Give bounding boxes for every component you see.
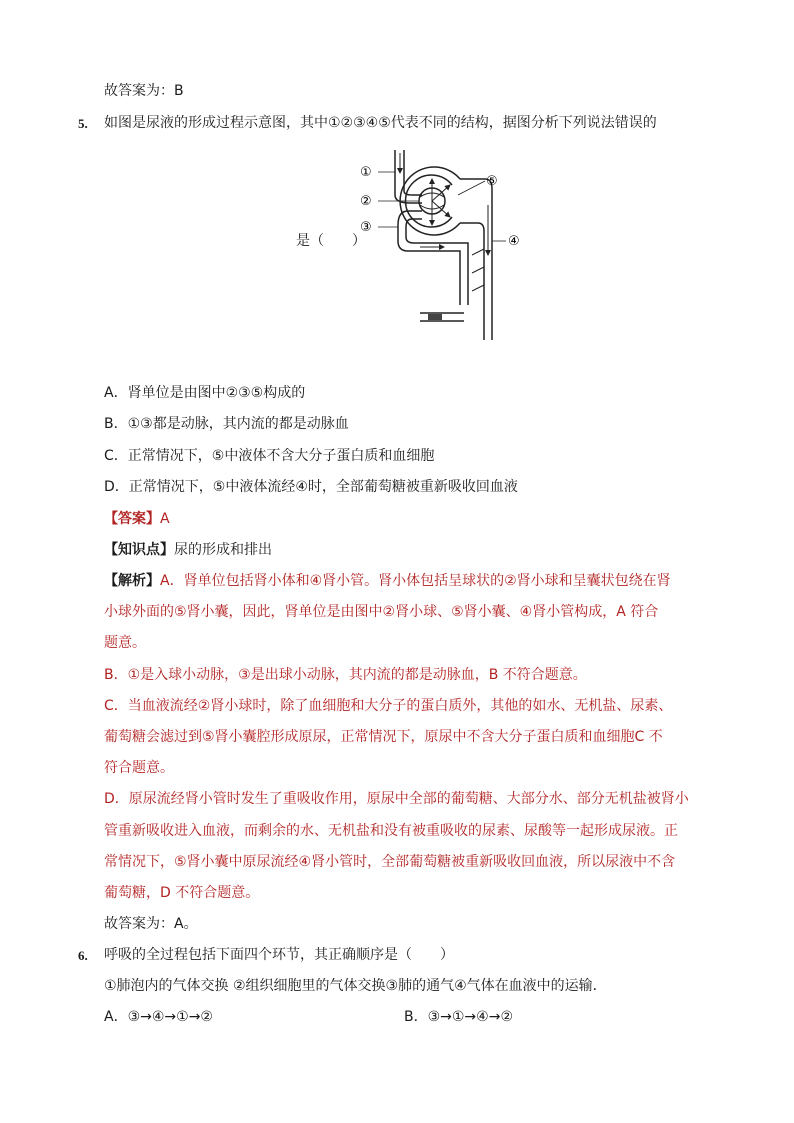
analysis-line-7: 符合题意。 — [104, 760, 174, 776]
analysis-line-5: C．当血液流经②肾小球时，除了血细胞和大分子的蛋白质外，其他的如水、无机盐、尿素、 — [104, 698, 673, 714]
answer-row — [104, 509, 170, 529]
option-a: A．肾单位是由图中②③⑤构成的 — [104, 385, 306, 401]
analysis-line-8: D．原尿流经肾小管时发生了重吸收作用，原尿中全部的葡萄糖、大部分水、部分无机盐被肾小 — [104, 791, 689, 807]
diagram-label-4: ④ — [508, 234, 520, 249]
question-5-stem-tail: 是（ ） — [296, 233, 366, 249]
previous-answer: 故答案为：B — [104, 83, 184, 99]
analysis-line-9: 管重新吸收进入血液，而剩余的水、无机盐和没有被重吸收的尿素、尿酸等一起形成尿液。正 — [104, 823, 678, 839]
question-5-stem: 如图是尿液的形成过程示意图，其中①②③④⑤代表不同的结构，据图分析下列说法错误的 — [104, 115, 657, 131]
diagram-label-2: ② — [360, 194, 372, 209]
diagram-label-3: ③ — [360, 220, 372, 235]
analysis-line-1 — [104, 571, 671, 591]
question-6-option-a: A．③→④→①→② — [104, 1009, 213, 1025]
question-6-stem: 呼吸的全过程包括下面四个环节，其正确顺序是（ ） — [104, 947, 454, 963]
option-c: C．正常情况下，⑤中液体不含大分子蛋白质和血细胞 — [104, 448, 435, 464]
answer-label: 【答案】 — [104, 511, 160, 527]
question-6-option-b: B．③→①→④→② — [404, 1009, 513, 1025]
knowledge-point-label: 【知识点】 — [104, 542, 174, 558]
question-6-items: ①肺泡内的气体交换 ②组织细胞里的气体交换③肺的通气④气体在血液中的运输． — [104, 978, 607, 994]
question-5-number: 5. — [78, 116, 88, 131]
option-d: D．正常情况下，⑤中液体流经④时，全部葡萄糖被重新吸收回血液 — [104, 479, 518, 495]
answer-value: A — [160, 511, 170, 527]
analysis-line-11: 葡萄糖，D 不符合题意。 — [104, 885, 260, 901]
analysis-line-10: 常情况下，⑤肾小囊中原尿流经④肾小管时，全部葡萄糖被重新吸收回血液，所以尿液中不含 — [104, 854, 676, 870]
option-b: B．①③都是动脉，其内流的都是动脉血 — [104, 416, 349, 432]
diagram-label-5: ⑤ — [486, 174, 498, 189]
diagram-label-1: ① — [360, 165, 372, 180]
knowledge-point-value: 尿的形成和排出 — [174, 542, 272, 558]
analysis-text-1: A．肾单位包括肾小体和④肾小管。肾小体包括呈球状的②肾小球和呈囊状包绕在肾 — [160, 573, 671, 589]
analysis-label: 【解析】 — [104, 573, 160, 589]
analysis-line-4: B．①是入球小动脉，③是出球小动脉，其内流的都是动脉血，B 不符合题意。 — [104, 667, 587, 683]
final-answer: 故答案为：A。 — [104, 916, 198, 932]
question-6-number: 6. — [78, 948, 88, 963]
knowledge-point-row — [104, 540, 272, 560]
urine-formation-diagram — [360, 145, 530, 345]
analysis-line-3: 题意。 — [104, 635, 146, 651]
analysis-line-2: 小球外面的⑤肾小囊，因此，肾单位是由图中②肾小球、⑤肾小囊、④肾小管构成，A 符合 — [104, 604, 659, 620]
analysis-line-6: 葡萄糖会滤过到⑤肾小囊腔形成原尿，正常情况下，原尿中不含大分子蛋白质和血细胞C 不 — [104, 729, 663, 745]
